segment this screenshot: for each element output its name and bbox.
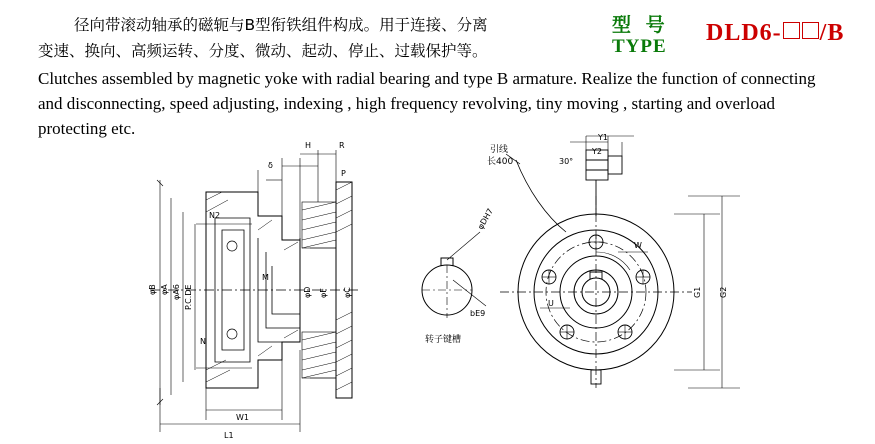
dim-label-phiA: φA [160,284,169,295]
dim-label-H: H [305,141,312,150]
model-code-prefix: DLD6- [706,20,782,46]
dim-label-P: P [341,169,346,178]
lead-wire-note: 引线 [490,145,509,155]
dim-label-N: N [200,337,206,346]
dim-label-phiD: φD [303,286,312,298]
type-label-en: TYPE [612,36,667,57]
model-label-cn: 型 号 [612,14,669,36]
dim-label-W1: W1 [236,413,249,422]
dim-label-pcd: P.C.DE [184,284,193,310]
model-code-box-1 [783,22,800,39]
dim-label-Y2: Y2 [592,147,602,156]
dim-label-Y1: Y1 [598,133,608,142]
dim-label-phiA6: φA6 [172,284,181,300]
model-code-suffix: /B [819,20,845,46]
technical-drawing [0,120,875,444]
lead-wire-length: 长400 [487,157,514,167]
chinese-description [38,12,598,64]
dim-label-N2: N2 [209,211,221,220]
model-code-box-2 [802,22,819,39]
dim-label-delta: δ [268,161,273,170]
model-code [706,20,844,47]
keyway-caption: 转子键槽 [425,335,462,345]
angle-label: 30° [559,157,574,166]
dim-label-phiC: φC [343,287,352,298]
chinese-line-2: 变速、换向、高频运转、分度、微动、起动、停止、过载保护等。 [38,42,488,60]
dim-label-phiB: φB [148,284,157,295]
dim-label-G2: G2 [719,286,728,298]
dim-label-G1: G1 [693,286,702,298]
dim-label-M: M [262,273,269,282]
detail-label-keyway-width: bE9 [470,309,486,318]
detail-label-bore: φDH7 [475,206,496,231]
chinese-line-1: 径向带滚动轴承的磁轭与B型衔铁组件构成。用于连接、分离 [74,16,488,34]
dim-label-phiF: φF [319,288,328,298]
drawing-svg [0,120,875,444]
english-description: Clutches assembled by magnetic yoke with radial bearing and type B armature. Realize the function of connecting and disconnecting, speed adjusting, indexing , high frequency revolving, tiny moving , starting and overload protecting etc. [38,69,816,138]
dim-label-U: U [548,299,554,308]
dim-label-L1: L1 [224,431,234,440]
dim-label-R: R [339,141,345,150]
dim-label-W: W [634,241,642,250]
